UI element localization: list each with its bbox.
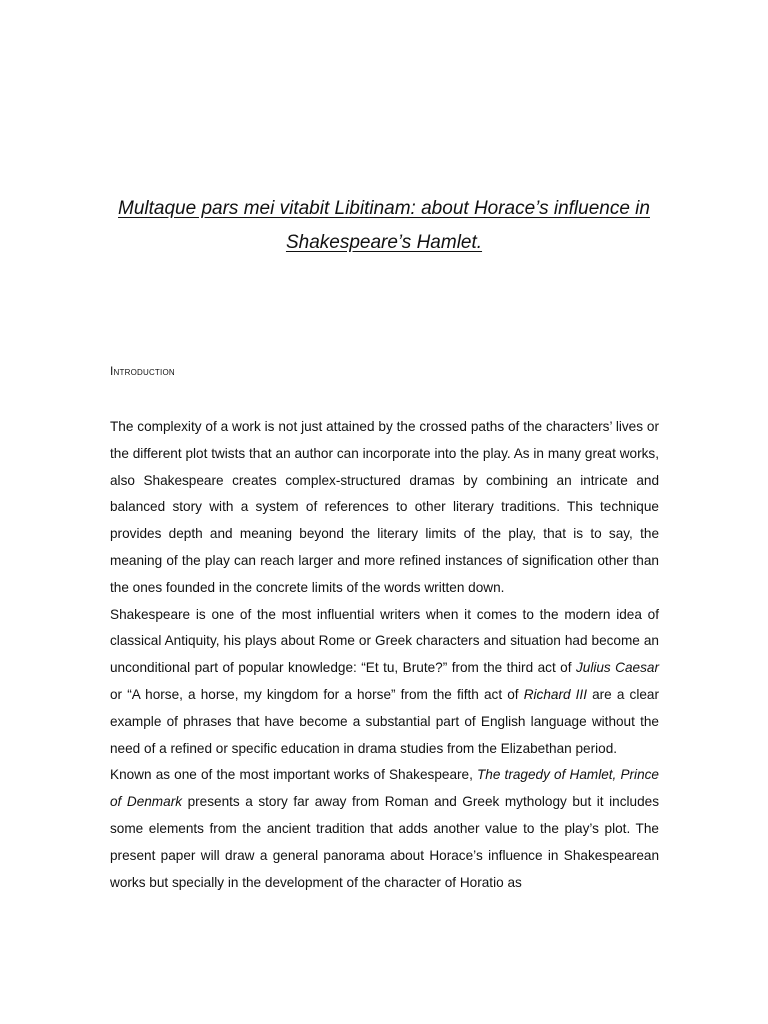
paragraph-3: [110, 762, 659, 896]
work-title-julius-caesar: Julius Caesar: [575, 660, 659, 676]
paper-title: [96, 192, 672, 260]
paragraph-2-text-a: Shakespeare is one of the most influential writers when it comes to the modern idea of classical Antiquity, his plays about Rome or Greek characters and situation had become an unconditional part of popular knowledge: “Et tu, Brute?” from the third act of: [110, 606, 659, 676]
paragraph-3-text-a: Known as one of the most important works of Shakespeare,: [110, 767, 477, 783]
body-text: [110, 414, 659, 896]
paragraph-3-text-b: presents a story far away from Roman and Greek mythology but it includes some elements from the ancient tradition that adds another value to the play’s plot. The present paper will draw a general panorama about Horace’s influence in Shakespearean works but specially in the development of the character of Horatio as: [110, 794, 659, 890]
paragraph-2-text-c: are a clear example of phrases that have become a substantial part of English language without the need of a refined or specific education in drama studies from the Elizabethan period.: [110, 686, 659, 756]
work-title-hamlet: The tragedy of Hamlet, Prince of Denmark: [110, 767, 659, 810]
paragraph-2-text-b: or “A horse, a horse, my kingdom for a horse” from the fifth act of: [110, 686, 524, 702]
paragraph-1: The complexity of a work is not just attained by the crossed paths of the characters’ lives or the different plot twists that an author can incorporate into the play. As in many great works, also Shakespeare creates complex-structured dramas by combining an intricate and balanced story with a system of references to other literary traditions. This technique provides depth and meaning beyond the literary limits of the play, that is to say, the meaning of the play can reach larger and more refined instances of signification other than the ones founded in the concrete limits of the words written down.: [110, 419, 659, 595]
title-line-2: Shakespeare’s Hamlet.: [285, 232, 483, 253]
section-heading: Introduction: [110, 364, 175, 378]
work-title-richard-iii: Richard III: [523, 686, 587, 702]
title-line-1: Multaque pars mei vitabit Libitinam: about Horace’s influence in: [118, 198, 650, 219]
paragraph-2: [110, 602, 659, 763]
